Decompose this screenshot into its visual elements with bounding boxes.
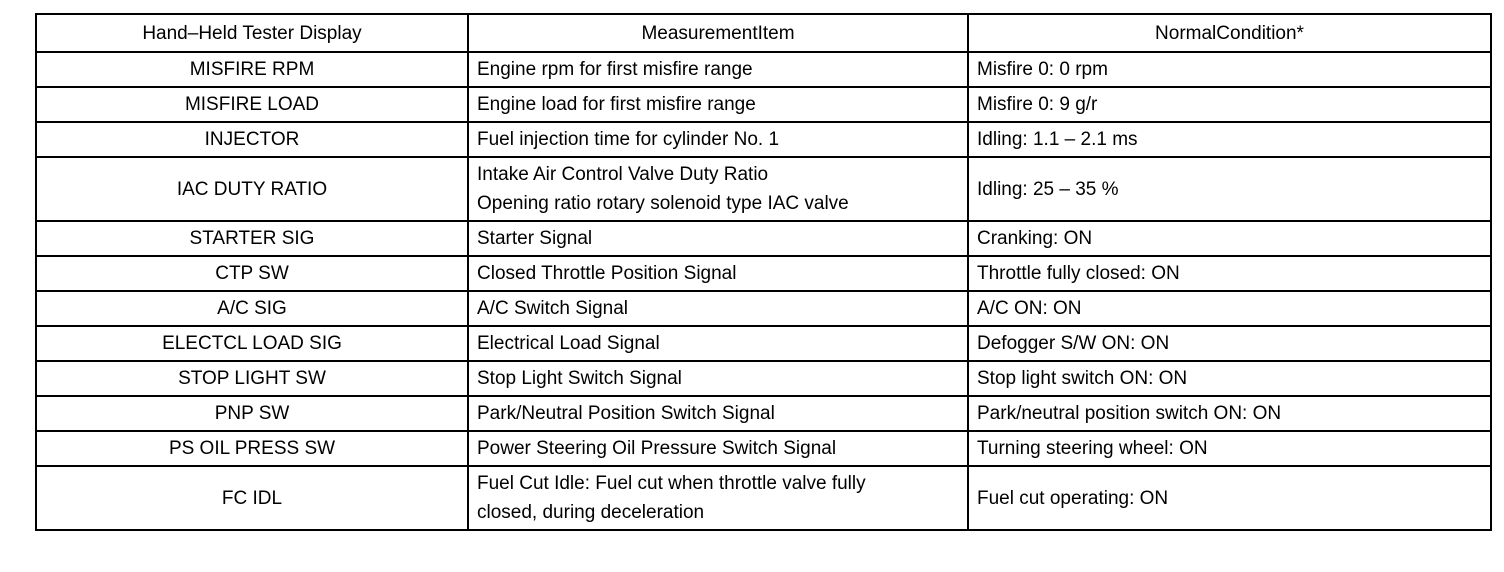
measurement-item-cell: Stop Light Switch Signal xyxy=(468,361,968,396)
tester-data-table xyxy=(35,13,1492,531)
tester-display-cell: PS OIL PRESS SW xyxy=(36,431,468,466)
measurement-item-cell: Closed Throttle Position Signal xyxy=(468,256,968,291)
measurement-item-cell xyxy=(468,466,968,530)
normal-condition-cell: Park/neutral position switch ON: ON xyxy=(968,396,1491,431)
table-row xyxy=(36,52,1491,87)
normal-condition-cell: Cranking: ON xyxy=(968,221,1491,256)
normal-condition-cell: A/C ON: ON xyxy=(968,291,1491,326)
tester-display-cell: PNP SW xyxy=(36,396,468,431)
table-body xyxy=(36,52,1491,530)
normal-condition-cell: Defogger S/W ON: ON xyxy=(968,326,1491,361)
tester-display-cell: MISFIRE RPM xyxy=(36,52,468,87)
normal-condition-cell: Misfire 0: 9 g/r xyxy=(968,87,1491,122)
normal-condition-cell: Misfire 0: 0 rpm xyxy=(968,52,1491,87)
measurement-item-cell: Starter Signal xyxy=(468,221,968,256)
normal-condition-cell: Throttle fully closed: ON xyxy=(968,256,1491,291)
table-row xyxy=(36,122,1491,157)
table-row xyxy=(36,291,1491,326)
tester-display-cell: IAC DUTY RATIO xyxy=(36,157,468,221)
tester-display-cell: FC IDL xyxy=(36,466,468,530)
tester-display-cell: MISFIRE LOAD xyxy=(36,87,468,122)
header-tester-display: Hand–Held Tester Display xyxy=(36,14,468,52)
measurement-item-line: Fuel Cut Idle: Fuel cut when throttle valve fully xyxy=(477,473,866,494)
header-normal-condition: NormalCondition* xyxy=(968,14,1491,52)
table-row xyxy=(36,221,1491,256)
table-row xyxy=(36,361,1491,396)
measurement-item-cell: Fuel injection time for cylinder No. 1 xyxy=(468,122,968,157)
tester-display-cell: INJECTOR xyxy=(36,122,468,157)
table-row xyxy=(36,466,1491,530)
table-row xyxy=(36,396,1491,431)
table-row xyxy=(36,256,1491,291)
table-row xyxy=(36,157,1491,221)
tester-display-cell: A/C SIG xyxy=(36,291,468,326)
header-measurement-item: MeasurementItem xyxy=(468,14,968,52)
measurement-item-cell: Park/Neutral Position Switch Signal xyxy=(468,396,968,431)
measurement-item-line: closed, during deceleration xyxy=(477,502,705,523)
normal-condition-cell: Fuel cut operating: ON xyxy=(968,466,1491,530)
measurement-item-cell: Electrical Load Signal xyxy=(468,326,968,361)
normal-condition-cell: Stop light switch ON: ON xyxy=(968,361,1491,396)
measurement-item-cell: Engine load for first misfire range xyxy=(468,87,968,122)
measurement-item-cell: Engine rpm for first misfire range xyxy=(468,52,968,87)
table-header xyxy=(36,14,1491,52)
table-row xyxy=(36,326,1491,361)
measurement-item-line: Intake Air Control Valve Duty Ratio xyxy=(477,164,769,185)
normal-condition-cell: Idling: 25 – 35 % xyxy=(968,157,1491,221)
table-row xyxy=(36,87,1491,122)
header-row xyxy=(36,14,1491,52)
tester-display-cell: STOP LIGHT SW xyxy=(36,361,468,396)
normal-condition-cell: Idling: 1.1 – 2.1 ms xyxy=(968,122,1491,157)
normal-condition-cell: Turning steering wheel: ON xyxy=(968,431,1491,466)
measurement-item-line: Opening ratio rotary solenoid type IAC valve xyxy=(477,193,849,214)
measurement-item-cell: A/C Switch Signal xyxy=(468,291,968,326)
measurement-item-cell xyxy=(468,157,968,221)
measurement-item-cell: Power Steering Oil Pressure Switch Signal xyxy=(468,431,968,466)
tester-display-cell: CTP SW xyxy=(36,256,468,291)
table-row xyxy=(36,431,1491,466)
tester-display-cell: ELECTCL LOAD SIG xyxy=(36,326,468,361)
tester-display-cell: STARTER SIG xyxy=(36,221,468,256)
